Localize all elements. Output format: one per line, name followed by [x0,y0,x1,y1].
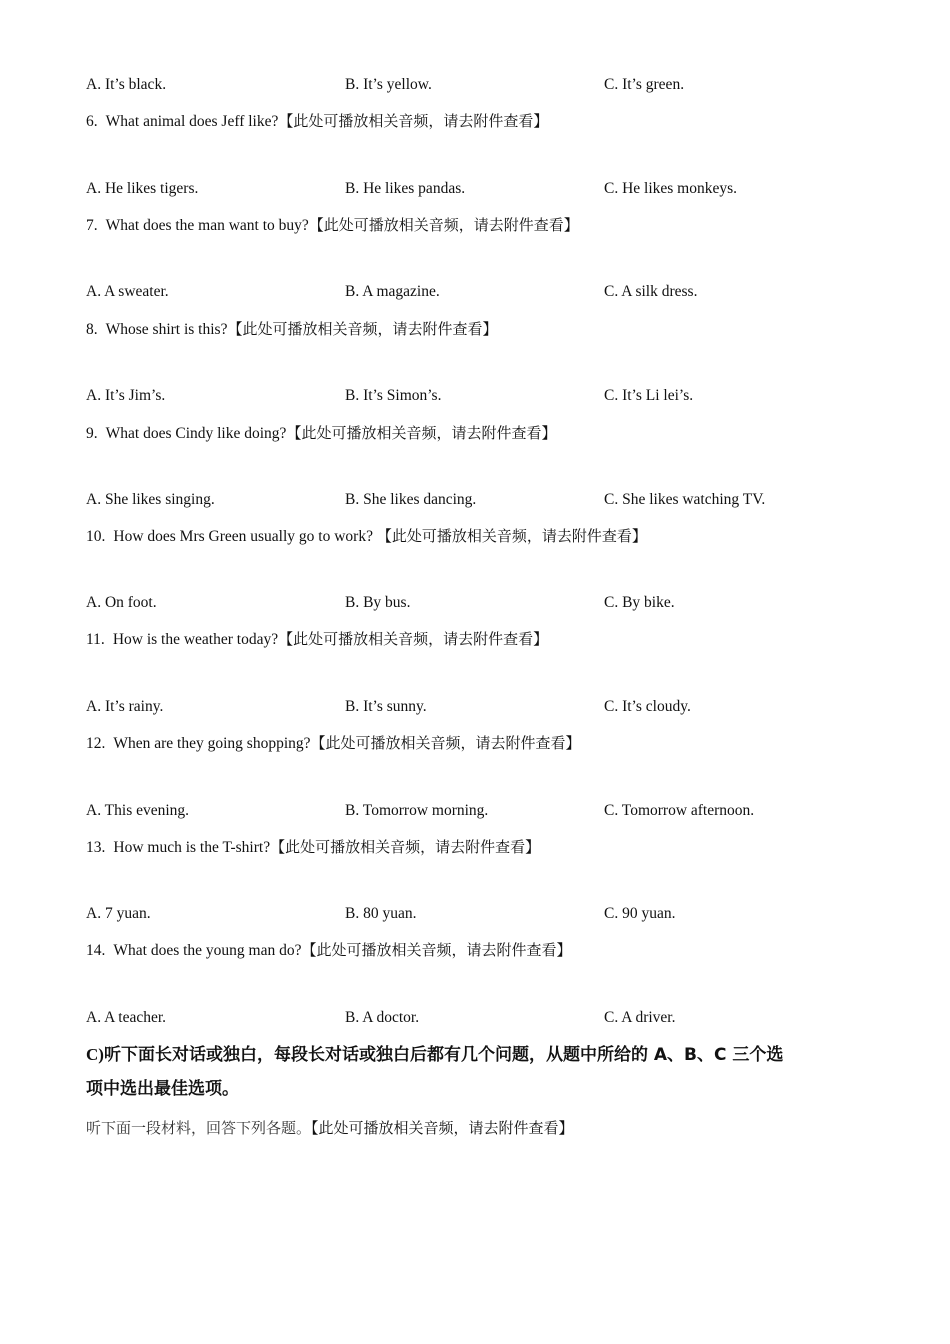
audio-note[interactable]: 【此处可播放相关音频，请去附件查看】 [376,527,647,545]
option-c: C. He likes monkeys. [604,180,738,197]
question-6 [86,110,548,131]
question-text: What does the man want to buy? [105,217,309,234]
question-11 [86,628,548,649]
question-14 [86,939,572,960]
audio-note[interactable]: 【此处可播放相关音频，请去附件查看】 [301,941,572,959]
section-c-line-2: 项中选出最佳选项。 [86,1079,239,1099]
q11-options [0,698,950,720]
option-b: B. She likes dancing. [345,491,477,508]
question-number: 14. [86,942,106,959]
question-7 [86,214,579,235]
question-number: 7. [86,217,98,234]
option-c: C. A driver. [604,1009,676,1026]
option-a: A. It’s rainy. [86,698,164,715]
question-number: 9. [86,425,98,442]
question-13 [86,836,540,857]
q6-options [0,180,950,202]
option-c: C. It’s Li lei’s. [604,387,694,404]
audio-note[interactable]: 【此处可播放相关音频，请去附件查看】 [270,838,541,856]
question-number: 10. [86,528,106,545]
q8-options [0,387,950,409]
question-10 [86,525,647,546]
option-c: C. 90 yuan. [604,905,676,922]
option-a: A. He likes tigers. [86,180,199,197]
option-a: A. It’s black. [86,76,167,93]
option-b: B. By bus. [345,594,411,611]
option-b: B. 80 yuan. [345,905,417,922]
section-c-heading [86,1038,876,1106]
option-c: C. It’s green. [604,76,685,93]
question-12 [86,732,581,753]
audio-note[interactable]: 【此处可播放相关音频，请去附件查看】 [310,734,581,752]
option-b: B. It’s yellow. [345,76,432,93]
question-number: 12. [86,735,106,752]
passage-intro [86,1117,574,1138]
option-c: C. She likes watching TV. [604,491,766,508]
option-b: B. It’s sunny. [345,698,427,715]
option-a: A. A sweater. [86,283,169,300]
q12-options [0,802,950,824]
option-a: A. This evening. [86,802,190,819]
option-b: B. A magazine. [345,283,440,300]
audio-note[interactable]: 【此处可播放相关音频，请去附件查看】 [308,216,579,234]
question-text: What does Cindy like doing? [105,425,287,442]
question-text: Whose shirt is this? [105,321,228,338]
q13-options [0,905,950,927]
audio-note[interactable]: 【此处可播放相关音频，请去附件查看】 [227,320,498,338]
section-label: C) [86,1045,104,1064]
question-text: How is the weather today? [112,631,279,648]
option-a: A. She likes singing. [86,491,215,508]
q10-options [0,594,950,616]
option-a: A. On foot. [86,594,157,611]
intro-text: 听下面一段材料，回答下列各题。 [86,1119,312,1137]
option-b: B. A doctor. [345,1009,420,1026]
q14-options [0,1009,950,1031]
audio-note[interactable]: 【此处可播放相关音频，请去附件查看】 [311,1119,574,1137]
audio-note[interactable]: 【此处可播放相关音频，请去附件查看】 [286,424,557,442]
question-text: When are they going shopping? [113,735,311,752]
option-a: A. It’s Jim’s. [86,387,166,404]
question-number: 11. [86,631,105,648]
question-9 [86,422,556,443]
section-instruction: 听下面长对话或独白，每段长对话或独白后都有几个问题，从题中所给的 A、B、C 三个选 [103,1045,784,1065]
audio-note[interactable]: 【此处可播放相关音频，请去附件查看】 [278,112,549,130]
q7-options [0,283,950,305]
q9-options [0,491,950,513]
question-number: 13. [86,839,106,856]
question-8 [86,318,497,339]
question-number: 6. [86,113,98,130]
question-text: How does Mrs Green usually go to work? [113,528,377,545]
q5-options [0,76,950,98]
question-text: What does the young man do? [113,942,302,959]
question-number: 8. [86,321,98,338]
option-b: B. It’s Simon’s. [345,387,442,404]
question-text: What animal does Jeff like? [105,113,279,130]
option-c: C. A silk dress. [604,283,698,300]
audio-note[interactable]: 【此处可播放相关音频，请去附件查看】 [278,630,549,648]
option-a: A. A teacher. [86,1009,167,1026]
option-b: B. He likes pandas. [345,180,466,197]
option-b: B. Tomorrow morning. [345,802,489,819]
option-a: A. 7 yuan. [86,905,151,922]
option-c: C. By bike. [604,594,675,611]
option-c: C. Tomorrow afternoon. [604,802,755,819]
option-c: C. It’s cloudy. [604,698,691,715]
question-text: How much is the T-shirt? [113,839,271,856]
section-c-line-1 [86,1038,876,1072]
